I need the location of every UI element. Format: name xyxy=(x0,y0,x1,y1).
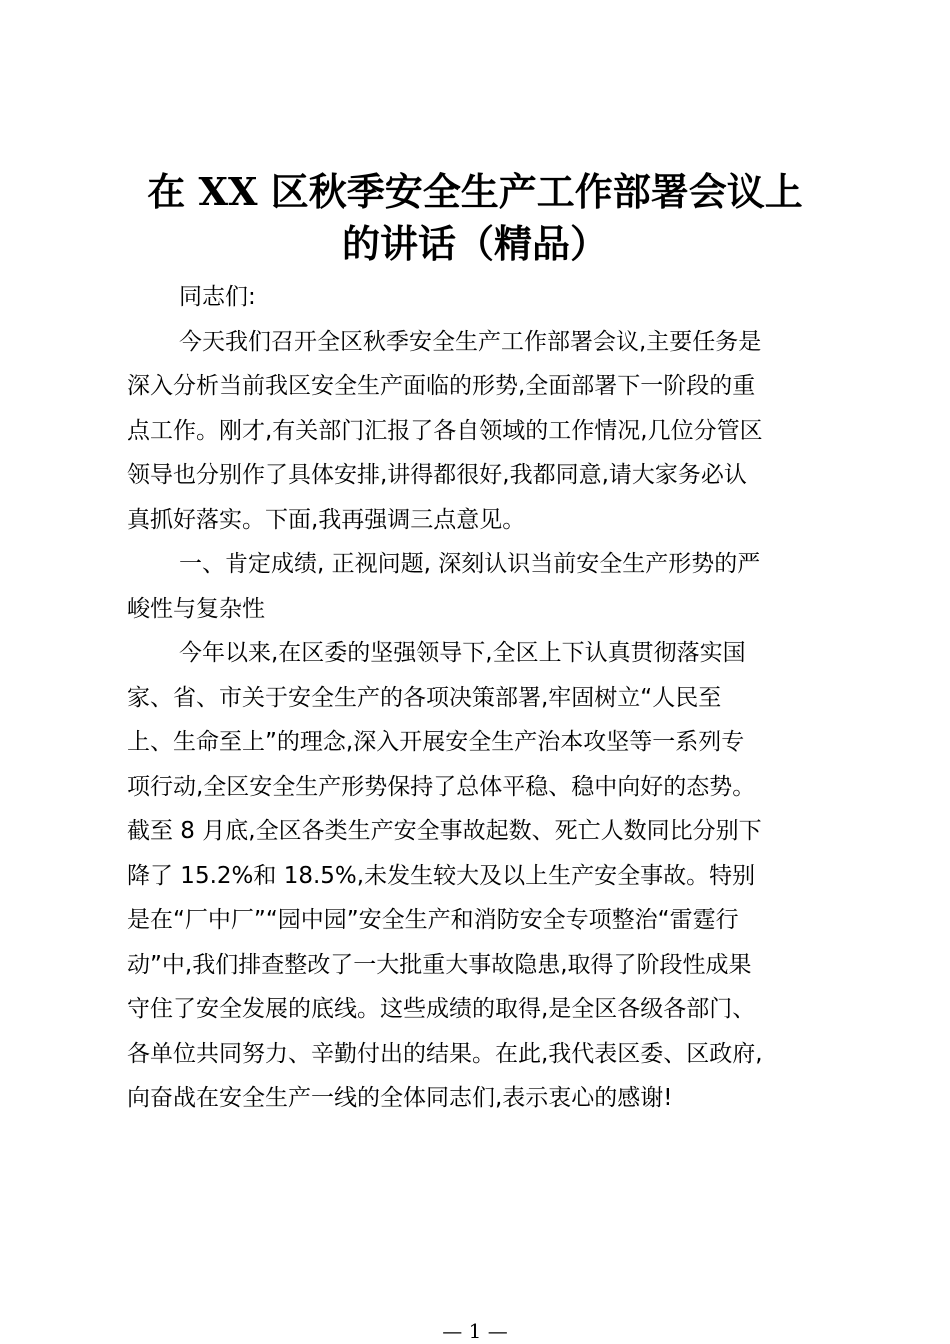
paragraph-line: 点工作。刚才,有关部门汇报了各自领域的工作情况,几位分管区 xyxy=(127,417,763,444)
paragraph-line: 今年以来,在区委的坚强领导下,全区上下认真贯彻落实国 xyxy=(179,640,746,666)
page-number: — 1 — xyxy=(442,1319,508,1343)
paragraph-opening xyxy=(127,320,837,543)
paragraph-line: 上、生命至上”的理念,深入开展安全生产治本攻坚等一系列专 xyxy=(127,729,745,755)
paragraph-achievements xyxy=(127,631,837,1121)
paragraph-line: 家、省、市关于安全生产的各项决策部署,牢固树立“人民至 xyxy=(127,684,722,711)
section-heading-1 xyxy=(127,542,837,631)
paragraph-line: 项行动,全区安全生产形势保持了总体平稳、稳中向好的态势。 xyxy=(127,773,756,800)
paragraph-line: 截至 8 月底,全区各类生产安全事故起数、死亡人数同比分别下 xyxy=(127,818,762,844)
greeting xyxy=(127,275,837,320)
paragraph-line: 守住了安全发展的底线。这些成绩的取得,是全区各级各部门、 xyxy=(127,996,756,1022)
paragraph-line: 动”中,我们排查整改了一大批重大事故隐患,取得了阶段性成果 xyxy=(127,951,752,978)
title-line: 在 XX 区秋季安全生产工作部署会议上 xyxy=(147,169,803,214)
paragraph-line: 真抓好落实。下面,我再强调三点意见。 xyxy=(127,506,526,533)
heading-line: 峻性与复杂性 xyxy=(127,595,265,622)
document-title xyxy=(100,166,850,270)
heading-line: 一、肯定成绩, 正视问题, 深刻认识当前安全生产形势的严 xyxy=(179,551,761,577)
title-line: 的讲话（精品） xyxy=(341,221,608,266)
greeting-line: 同志们: xyxy=(179,284,256,310)
paragraph-line: 各单位共同努力、辛勤付出的结果。在此,我代表区委、区政府, xyxy=(127,1040,763,1067)
paragraph-line: 向奋战在安全生产一线的全体同志们,表示衷心的感谢! xyxy=(127,1085,673,1111)
paragraph-line: 今天我们召开全区秋季安全生产工作部署会议,主要任务是 xyxy=(179,328,762,355)
paragraph-line: 是在“厂中厂”“园中园”安全生产和消防安全专项整治“雷霆行 xyxy=(127,907,739,933)
paragraph-line: 降了 15.2%和 18.5%,未发生较大及以上生产安全事故。特别 xyxy=(127,862,756,889)
paragraph-line: 领导也分别作了具体安排,讲得都很好,我都同意,请大家务必认 xyxy=(127,462,747,488)
document-body xyxy=(127,275,837,1121)
paragraph-line: 深入分析当前我区安全生产面临的形势,全面部署下一阶段的重 xyxy=(127,373,756,399)
